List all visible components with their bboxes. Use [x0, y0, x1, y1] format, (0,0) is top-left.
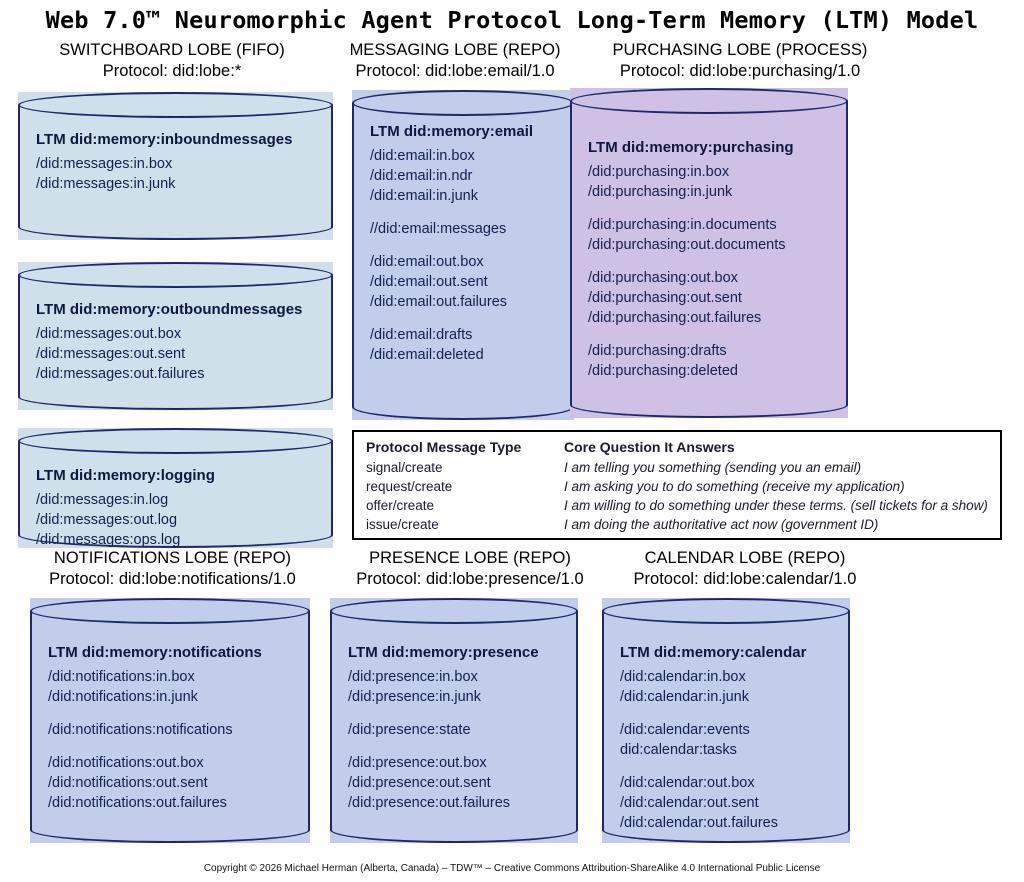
cylinder-top	[18, 92, 333, 118]
lobe-name: MESSAGING LOBE (REPO)	[349, 41, 561, 59]
cylinder-line: /did:presence:out.sent	[348, 774, 491, 791]
lobe-header-purchasing	[575, 40, 905, 82]
cylinder-line: /did:notifications:in.junk	[48, 688, 198, 705]
memory-cylinder-notifications	[30, 598, 310, 843]
cell-core-question: I am willing to do something under these terms. (sell tickets for a show)	[564, 498, 988, 514]
cylinder-line: /did:presence:out.failures	[348, 794, 511, 811]
cylinder-line: /did:purchasing:drafts	[588, 342, 727, 359]
cylinder-content	[588, 138, 838, 381]
lobe-protocol: Protocol: did:lobe:email/1.0	[355, 62, 555, 81]
spacer	[588, 202, 838, 215]
cylinder-header: LTM did:memory:presence	[348, 644, 539, 661]
lobe-header-notifications	[10, 548, 335, 590]
lobe-protocol: Protocol: did:lobe:purchasing/1.0	[619, 62, 861, 81]
cylinder-line: /did:purchasing:in.box	[588, 163, 730, 180]
cylinder-line: /did:email:out.sent	[370, 273, 488, 290]
cylinder-line: /did:notifications:out.box	[48, 754, 204, 771]
cylinder-top	[30, 598, 310, 624]
lobe-protocol: Protocol: did:lobe:calendar/1.0	[633, 570, 857, 589]
cell-core-question: I am asking you to do something (receive my application)	[564, 479, 905, 495]
spacer	[348, 707, 568, 720]
lobe-header-messaging	[330, 40, 580, 82]
cylinder-line: /did:messages:out.sent	[36, 345, 186, 362]
memory-cylinder-email	[352, 90, 574, 420]
lobe-name: PURCHASING LOBE (PROCESS)	[612, 41, 868, 59]
spacer	[370, 239, 564, 252]
lobe-protocol: Protocol: did:lobe:presence/1.0	[356, 570, 584, 589]
spacer	[620, 760, 840, 773]
cylinder-line: /did:notifications:out.sent	[48, 774, 208, 791]
cylinder-line: /did:email:drafts	[370, 326, 473, 343]
cylinder-line: /did:calendar:in.box	[620, 668, 746, 685]
cylinder-top	[330, 598, 578, 624]
table-row	[366, 458, 990, 477]
cell-message-type: issue/create	[366, 517, 439, 533]
protocol-message-type-table	[352, 430, 1002, 540]
lobe-header-calendar	[600, 548, 890, 590]
cylinder-content	[36, 130, 323, 194]
cylinder-line: /did:presence:in.junk	[348, 688, 481, 705]
cylinder-line: /did:email:out.failures	[370, 293, 508, 310]
cylinder-line: /did:calendar:out.failures	[620, 814, 778, 831]
cylinder-header: LTM did:memory:outboundmessages	[36, 301, 303, 318]
spacer	[370, 312, 564, 325]
lobe-name: NOTIFICATIONS LOBE (REPO)	[53, 549, 292, 567]
cylinder-line: /did:email:in.ndr	[370, 167, 473, 184]
cell-message-type: offer/create	[366, 498, 435, 514]
cylinder-line: /did:email:out.box	[370, 253, 484, 270]
cylinder-line: did:calendar:tasks	[620, 741, 737, 758]
cylinder-header: LTM did:memory:calendar	[620, 644, 807, 661]
spacer	[620, 707, 840, 720]
cylinder-line: /did:presence:state	[348, 721, 471, 738]
cylinder-line: /did:purchasing:out.sent	[588, 289, 742, 306]
cylinder-content	[36, 300, 323, 384]
cylinder-content	[370, 122, 564, 365]
spacer	[48, 740, 300, 753]
memory-cylinder-calendar	[602, 598, 850, 843]
lobe-header-presence	[330, 548, 610, 590]
cylinder-line: /did:presence:in.box	[348, 668, 478, 685]
lobe-header-switchboard	[12, 40, 332, 82]
cylinder-content	[348, 643, 568, 813]
memory-cylinder-outboundmessages	[18, 262, 333, 410]
spacer	[588, 328, 838, 341]
memory-cylinder-inboundmessages	[18, 92, 333, 240]
cylinder-line: /did:notifications:in.box	[48, 668, 195, 685]
table-row	[366, 496, 990, 515]
cylinder-line: /did:purchasing:out.failures	[588, 309, 762, 326]
memory-cylinder-purchasing	[570, 88, 848, 418]
cell-core-question: I am telling you something (sending you an email)	[564, 459, 862, 475]
cylinder-top	[602, 598, 850, 624]
lobe-name: PRESENCE LOBE (REPO)	[369, 549, 571, 567]
lobe-protocol: Protocol: did:lobe:*	[102, 62, 242, 81]
cylinder-line: /did:messages:in.box	[36, 155, 173, 172]
cylinder-top	[570, 88, 848, 114]
spacer	[348, 740, 568, 753]
cylinder-content	[620, 643, 840, 833]
table-row	[366, 515, 990, 534]
cylinder-top	[352, 90, 574, 116]
cell-core-question: I am doing the authoritative act now (government ID)	[564, 517, 879, 533]
cylinder-line: /did:messages:ops.log	[36, 531, 181, 548]
cylinder-line: /did:calendar:out.box	[620, 774, 755, 791]
column-header-core-question: Core Question It Answers	[564, 439, 735, 455]
cylinder-line: /did:notifications:notifications	[48, 721, 233, 738]
cell-message-type: signal/create	[366, 459, 443, 475]
page-title: Web 7.0™ Neuromorphic Agent Protocol Long-Term Memory (LTM) Model	[45, 6, 979, 34]
cell-message-type: request/create	[366, 479, 453, 495]
lobe-name: CALENDAR LOBE (REPO)	[644, 549, 846, 567]
cylinder-line: /did:calendar:out.sent	[620, 794, 759, 811]
cylinder-line: /did:messages:in.log	[36, 491, 169, 508]
cylinder-content	[48, 643, 300, 813]
spacer	[370, 206, 564, 219]
cylinder-line: /did:email:in.junk	[370, 187, 478, 204]
cylinder-header: LTM did:memory:purchasing	[588, 139, 794, 156]
cylinder-top	[18, 262, 333, 288]
cylinder-header: LTM did:memory:notifications	[48, 644, 262, 661]
table-row	[366, 477, 990, 496]
memory-cylinder-logging	[18, 428, 333, 548]
cylinder-header: LTM did:memory:email	[370, 123, 534, 140]
spacer	[48, 707, 300, 720]
memory-cylinder-presence	[330, 598, 578, 843]
cylinder-header: LTM did:memory:inboundmessages	[36, 131, 293, 148]
spacer	[588, 255, 838, 268]
cylinder-line: /did:calendar:events	[620, 721, 750, 738]
cylinder-line: /did:purchasing:in.junk	[588, 183, 733, 200]
cylinder-line: /did:purchasing:in.documents	[588, 216, 777, 233]
cylinder-line: /did:notifications:out.failures	[48, 794, 227, 811]
cylinder-line: /did:purchasing:out.documents	[588, 236, 786, 253]
table-header-row	[366, 438, 990, 458]
lobe-protocol: Protocol: did:lobe:notifications/1.0	[49, 570, 296, 589]
cylinder-line: /did:purchasing:deleted	[588, 362, 738, 379]
cylinder-line: /did:messages:out.box	[36, 325, 182, 342]
lobe-name: SWITCHBOARD LOBE (FIFO)	[59, 41, 285, 59]
cylinder-line: //did:email:messages	[370, 220, 507, 237]
cylinder-line: /did:presence:out.box	[348, 754, 487, 771]
cylinder-line: /did:email:in.box	[370, 147, 475, 164]
cylinder-header: LTM did:memory:logging	[36, 467, 215, 484]
cylinder-line: /did:messages:out.log	[36, 511, 178, 528]
cylinder-line: /did:purchasing:out.box	[588, 269, 738, 286]
copyright-footer: Copyright © 2026 Michael Herman (Alberta, Canada) – TDW™ – Creative Commons Attribution-ShareAlike 4.0 International Public License	[203, 863, 821, 874]
cylinder-line: /did:calendar:in.junk	[620, 688, 749, 705]
cylinder-line: /did:email:deleted	[370, 346, 484, 363]
cylinder-content	[36, 466, 323, 550]
column-header-message-type: Protocol Message Type	[366, 439, 522, 455]
cylinder-line: /did:messages:in.junk	[36, 175, 176, 192]
cylinder-top	[18, 428, 333, 454]
cylinder-line: /did:messages:out.failures	[36, 365, 205, 382]
